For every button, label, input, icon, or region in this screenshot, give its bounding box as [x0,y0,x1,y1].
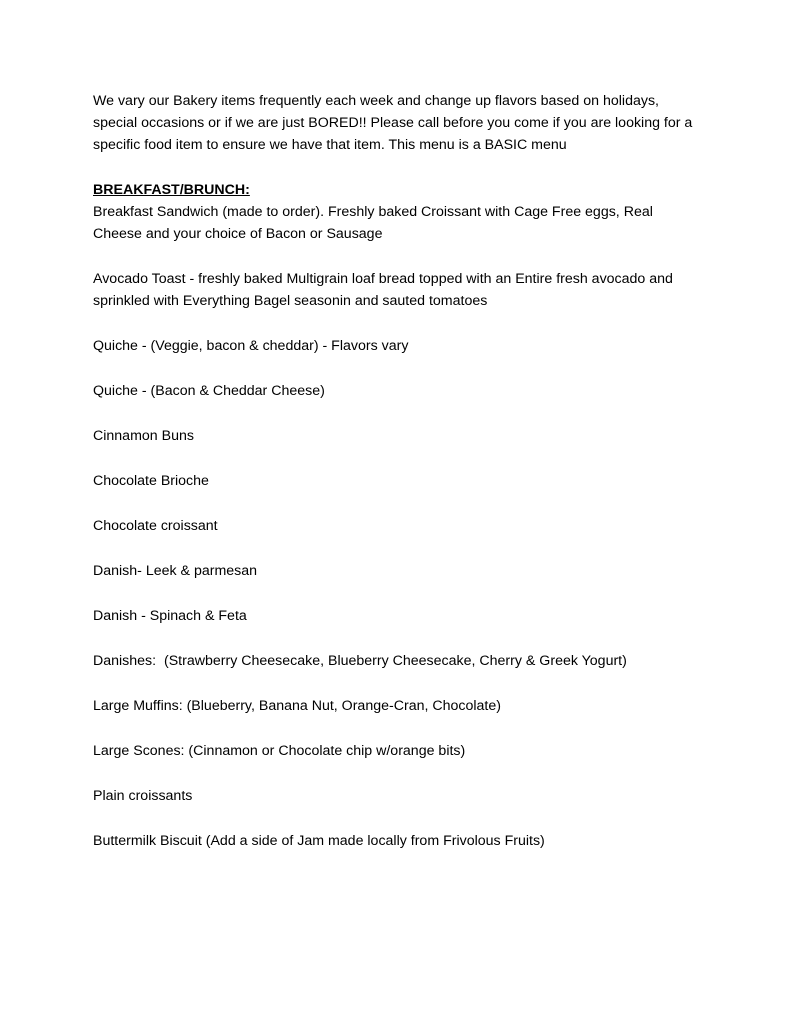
menu-item-danish-spinach-feta: Danish - Spinach & Feta [93,608,247,624]
menu-item-large-muffins: Large Muffins: (Blueberry, Banana Nut, Orange-Cran, Chocolate) [93,698,501,714]
menu-item-buttermilk-biscuit: Buttermilk Biscuit (Add a side of Jam made locally from Frivolous Fruits) [93,833,545,849]
menu-item-breakfast-sandwich: Breakfast Sandwich (made to order). Freshly baked Croissant with Cage Free eggs, Real Cheese and your choice of Bacon or Sausage [93,204,657,242]
menu-item-quiche-bacon: Quiche - (Bacon & Cheddar Cheese) [93,383,325,399]
menu-item-chocolate-croissant: Chocolate croissant [93,518,218,534]
menu-item-plain-croissants: Plain croissants [93,788,193,804]
menu-item-danishes-assorted: Danishes: (Strawberry Cheesecake, Blueberry Cheesecake, Cherry & Greek Yogurt) [93,653,627,669]
menu-item-avocado-toast: Avocado Toast - freshly baked Multigrain loaf bread topped with an Entire fresh avocado and sprinkled with Everything Bagel seasonin and sauted tomatoes [93,271,677,309]
menu-item-quiche-veggie: Quiche - (Veggie, bacon & cheddar) - Flavors vary [93,338,409,354]
menu-item-cinnamon-buns: Cinnamon Buns [93,428,194,444]
menu-item-large-scones: Large Scones: (Cinnamon or Chocolate chip w/orange bits) [93,743,466,759]
menu-item-chocolate-brioche: Chocolate Brioche [93,473,209,489]
intro-paragraph: We vary our Bakery items frequently each week and change up flavors based on holidays, special occasions or if we are just BORED!! Please call before you come if you are looking for a specific food item to ensure we have that item. This menu is a BASIC menu [93,93,697,153]
section-heading: BREAKFAST/BRUNCH: [93,182,250,198]
menu-item-danish-leek-parmesan: Danish- Leek & parmesan [93,563,258,579]
